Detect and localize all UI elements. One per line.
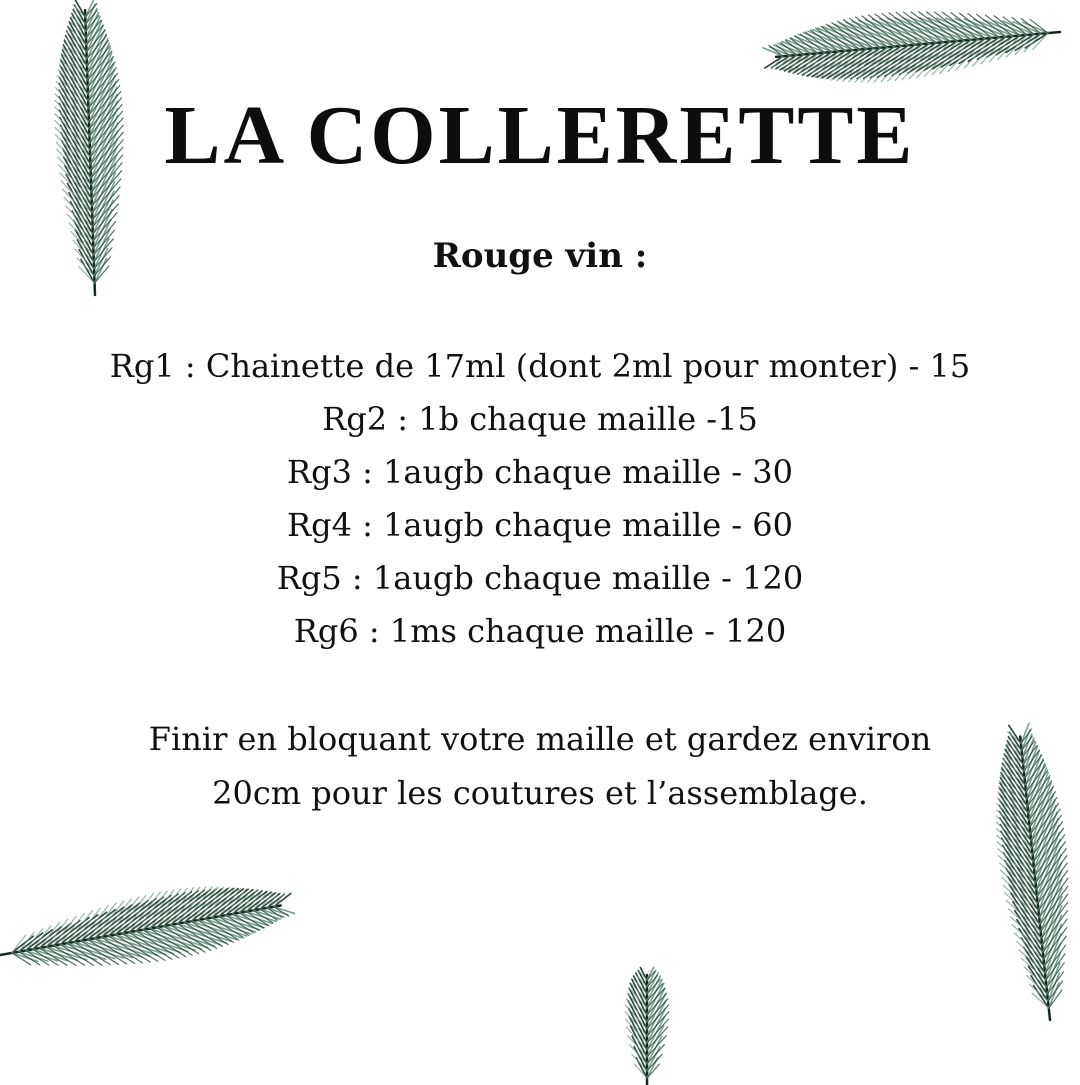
pattern-row-1: Rg1 : Chainette de 17ml (dont 2ml pour monter) - 15 bbox=[109, 347, 971, 385]
pine-branch-graphic-small bbox=[625, 968, 669, 1085]
pine-branch-icon-bottom-left bbox=[0, 880, 290, 1060]
finishing-instructions bbox=[0, 712, 1080, 820]
pine-branch-graphic bbox=[0, 870, 299, 989]
section-heading: Rouge vin : bbox=[432, 236, 648, 276]
pattern-row-3: Rg3 : 1augb chaque maille - 30 bbox=[287, 453, 793, 491]
finishing-line-2: 20cm pour les coutures et l’assemblage. bbox=[212, 774, 868, 812]
pine-branch-icon-bottom-center bbox=[595, 965, 705, 1085]
pattern-row-4: Rg4 : 1augb chaque maille - 60 bbox=[287, 506, 793, 544]
finishing-line-1: Finir en bloquant votre maille et gardez environ bbox=[148, 720, 932, 758]
pattern-row-2: Rg2 : 1b chaque maille -15 bbox=[322, 400, 758, 438]
pattern-row-5: Rg5 : 1augb chaque maille - 120 bbox=[276, 559, 804, 597]
pattern-rows-list bbox=[0, 340, 1080, 658]
page-title: LA COLLERETTE bbox=[164, 89, 916, 183]
pine-branch-graphic bbox=[761, 0, 1063, 92]
pattern-row-6: Rg6 : 1ms chaque maille - 120 bbox=[293, 612, 787, 650]
